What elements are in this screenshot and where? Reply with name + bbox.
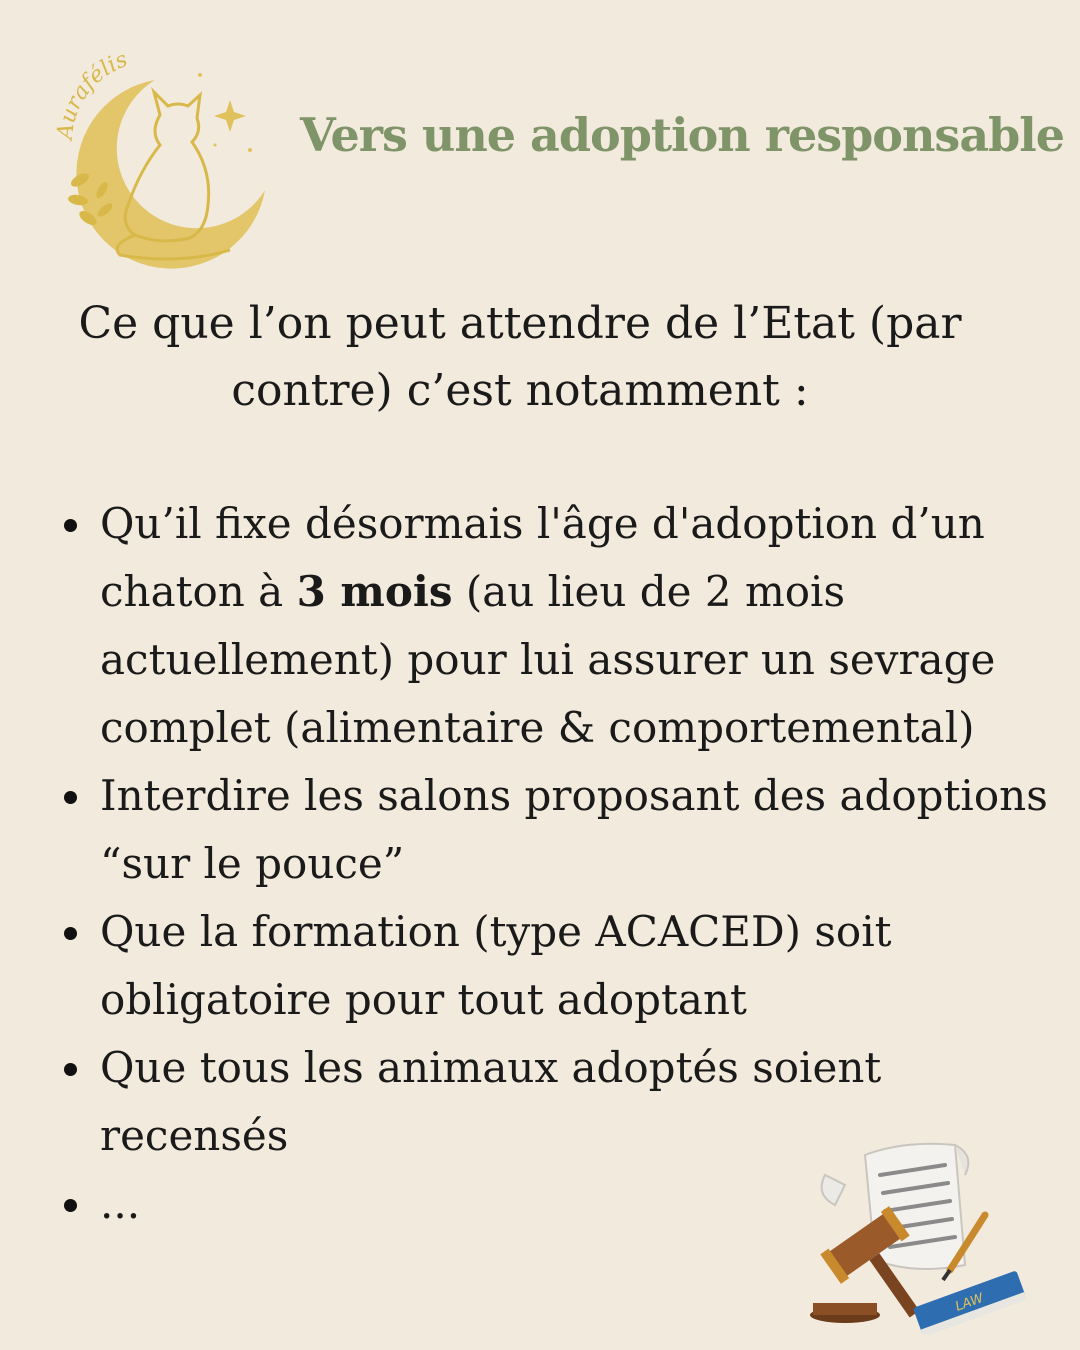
- moon-cat-logo-icon: [50, 40, 280, 270]
- logo-brand-text: Aurafélis: [52, 47, 131, 141]
- bullet-text-before: Qu’il fixe désormais l'âge d'adoption d’un chaton à: [100, 499, 985, 616]
- bullet-dot-icon: [64, 519, 77, 532]
- bullet-text-bold: 3 mois: [296, 567, 453, 616]
- bullet-text: Que tous les animaux adoptés soient recensés: [100, 1043, 882, 1160]
- aurafelis-logo: [50, 40, 280, 270]
- list-item: [60, 762, 1050, 898]
- list-item: [60, 898, 1050, 1034]
- law-illustration: [805, 1135, 1035, 1335]
- intro-line-1: Ce que l’on peut attendre de l’Etat (par: [78, 298, 962, 349]
- bullet-text-after: (au lieu de 2 mois actuellement) pour lui assurer un sevrage complet (alimentaire & comportemental): [100, 567, 996, 752]
- bullet-text: Que la formation (type ACACED) soit obligatoire pour tout adoptant: [100, 907, 892, 1024]
- intro-text: [60, 290, 980, 424]
- bullet-dot-icon: [64, 927, 77, 940]
- bullet-dot-icon: [64, 1199, 77, 1212]
- bullet-list: [60, 490, 1050, 1238]
- bullet-text: ...: [100, 1179, 141, 1228]
- page-title: Vers une adoption responsable: [300, 108, 1065, 162]
- intro-line-2: contre) c’est notamment :: [231, 365, 809, 416]
- book-label: LAW: [953, 1290, 986, 1315]
- bullet-text: Interdire les salons proposant des adoptions “sur le pouce”: [100, 771, 1048, 888]
- list-item: [60, 490, 1050, 762]
- law-gavel-icon: [805, 1135, 1035, 1335]
- bullet-dot-icon: [64, 791, 77, 804]
- bullet-dot-icon: [64, 1063, 77, 1076]
